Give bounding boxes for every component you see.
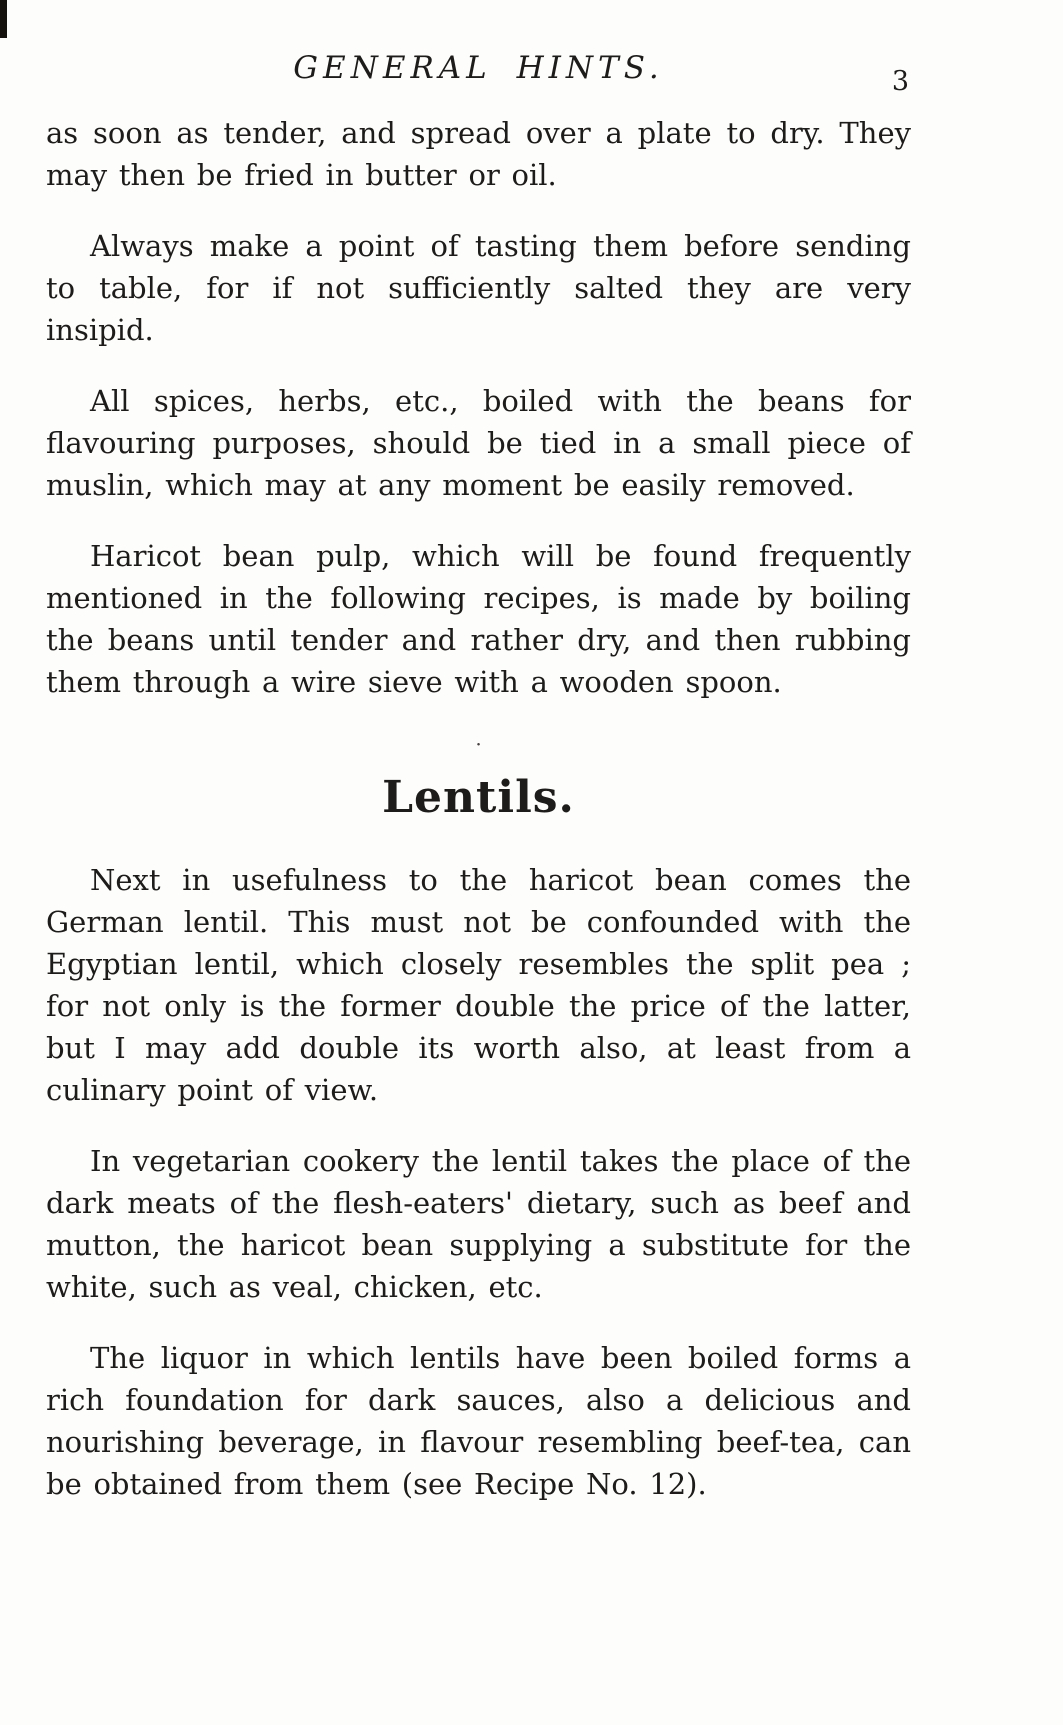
running-header: [46, 50, 911, 106]
body-paragraph: Haricot bean pulp, which will be found frequently mentioned in the following recipes, is made by boiling the beans until tender and rather dry, and then rubbing them through a wire sieve with a wooden spoon.: [46, 539, 911, 699]
body-paragraph: Next in usefulness to the haricot bean comes the German lentil. This must not be confounded with the Egyptian lentil, which closely resembles the split pea ; for not only is the former double the price of the latter, but I may add double its worth also, at least from a culinary point of view.: [46, 863, 911, 1107]
body-paragraph: In vegetarian cookery the lentil takes the place of the dark meats of the flesh-eaters' dietary, such as beef and mutton, the haricot bean supplying a substitute for the white, such as veal, chicken, etc.: [46, 1144, 911, 1304]
body-paragraph: All spices, herbs, etc., boiled with the beans for flavouring purposes, should be tied in a small piece of muslin, which may at any moment be easily removed.: [46, 384, 911, 502]
body-paragraph: Always make a point of tasting them before sending to table, for if not sufficiently salted they are very insipid.: [46, 229, 911, 347]
body-paragraph: The liquor in which lentils have been boiled forms a rich foundation for dark sauces, also a delicious and nourishing beverage, in flavour resembling beef-tea, can be obtained from them (see Recipe No. 12).: [46, 1341, 911, 1501]
page-number: 3: [891, 66, 909, 97]
body-paragraph: as soon as tender, and spread over a plate to dry. They may then be fried in butter or oil.: [46, 116, 911, 192]
divider-mark: ·: [475, 732, 482, 756]
running-header-title: GENERAL HINTS.: [293, 50, 664, 86]
section-heading-lentils: Lentils.: [382, 772, 575, 823]
scan-artifact: [0, 0, 7, 38]
